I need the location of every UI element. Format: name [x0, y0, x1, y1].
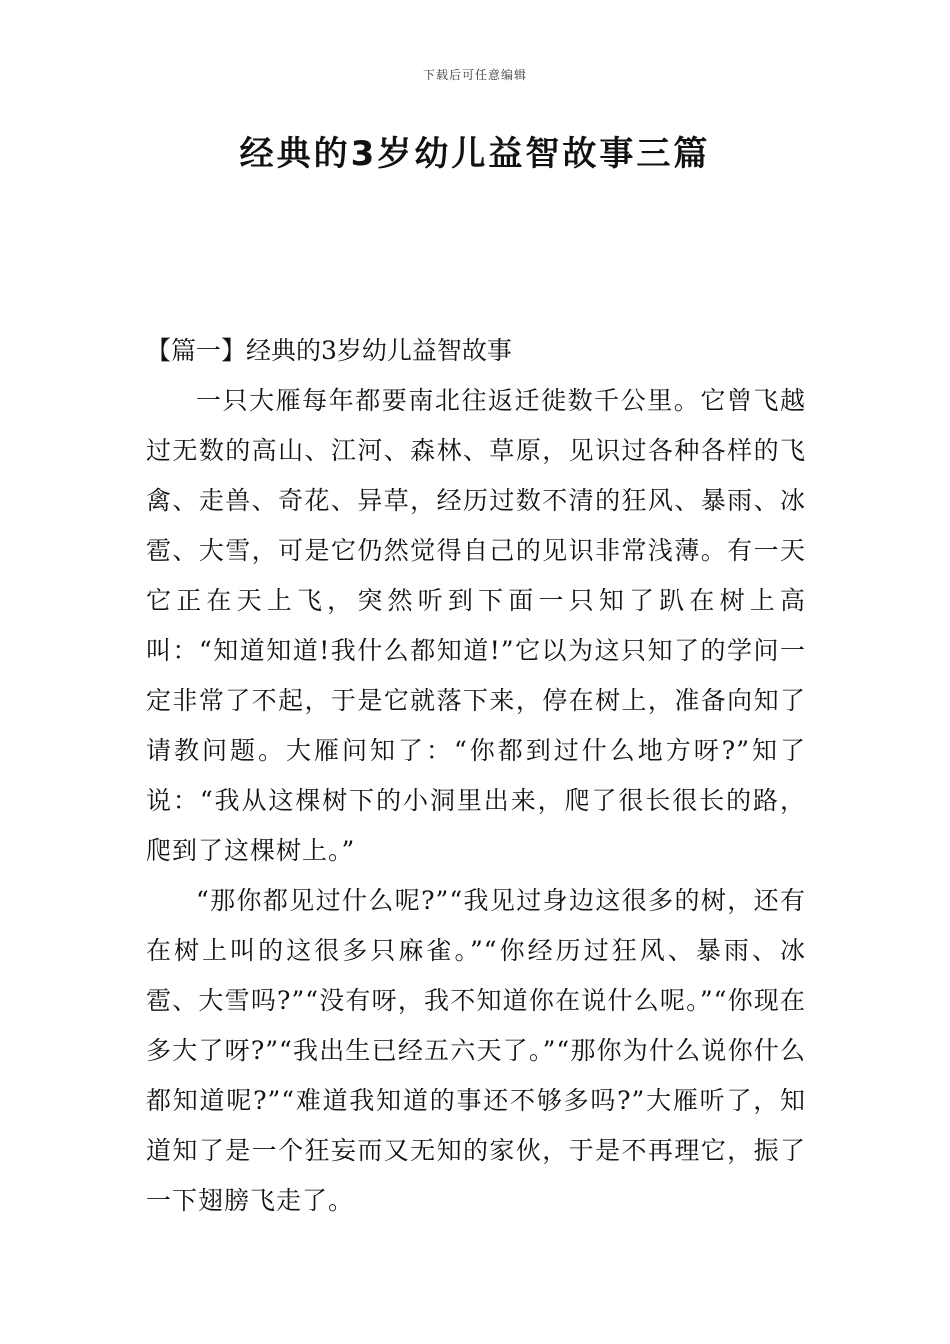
document-body [146, 326, 806, 1226]
section-heading: 【篇一】经典的3岁幼儿益智故事 [146, 336, 512, 365]
header-note: 下载后可任意编辑 [422, 68, 527, 82]
document-title: 经典的3岁幼儿益智故事三篇 [239, 134, 711, 174]
paragraph-2: “那你都见过什么呢?”“我见过身边这很多的树，还有在树上叫的这很多只麻雀。”“你经历过狂风、暴雨、冰雹、大雪吗?”“没有呀，我不知道你在说什么呢。”“你现在多大了呀?”“我出生已经五六天了。”“那你为什么说你什么都知道呢?”“难道我知道的事还不够多吗?”大雁听了，知道知了是一个狂妄而又无知的家伙，于是不再理它，振了一下翅膀飞走了。 [146, 886, 806, 1215]
paragraph-1: 一只大雁每年都要南北往返迁徙数千公里。它曾飞越过无数的高山、江河、森林、草原，见识过各种各样的飞禽、走兽、奇花、异草，经历过数不清的狂风、暴雨、冰雹、大雪，可是它仍然觉得自己的见识非常浅薄。有一天它正在天上飞，突然听到下面一只知了趴在树上高叫：“知道知道!我什么都知道!”它以为这只知了的学问一定非常了不起，于是它就落下来，停在树上，准备向知了请教问题。大雁问知了：“你都到过什么地方呀?”知了说：“我从这棵树下的小洞里出来，爬了很长很长的路，爬到了这棵树上。” [146, 386, 806, 865]
